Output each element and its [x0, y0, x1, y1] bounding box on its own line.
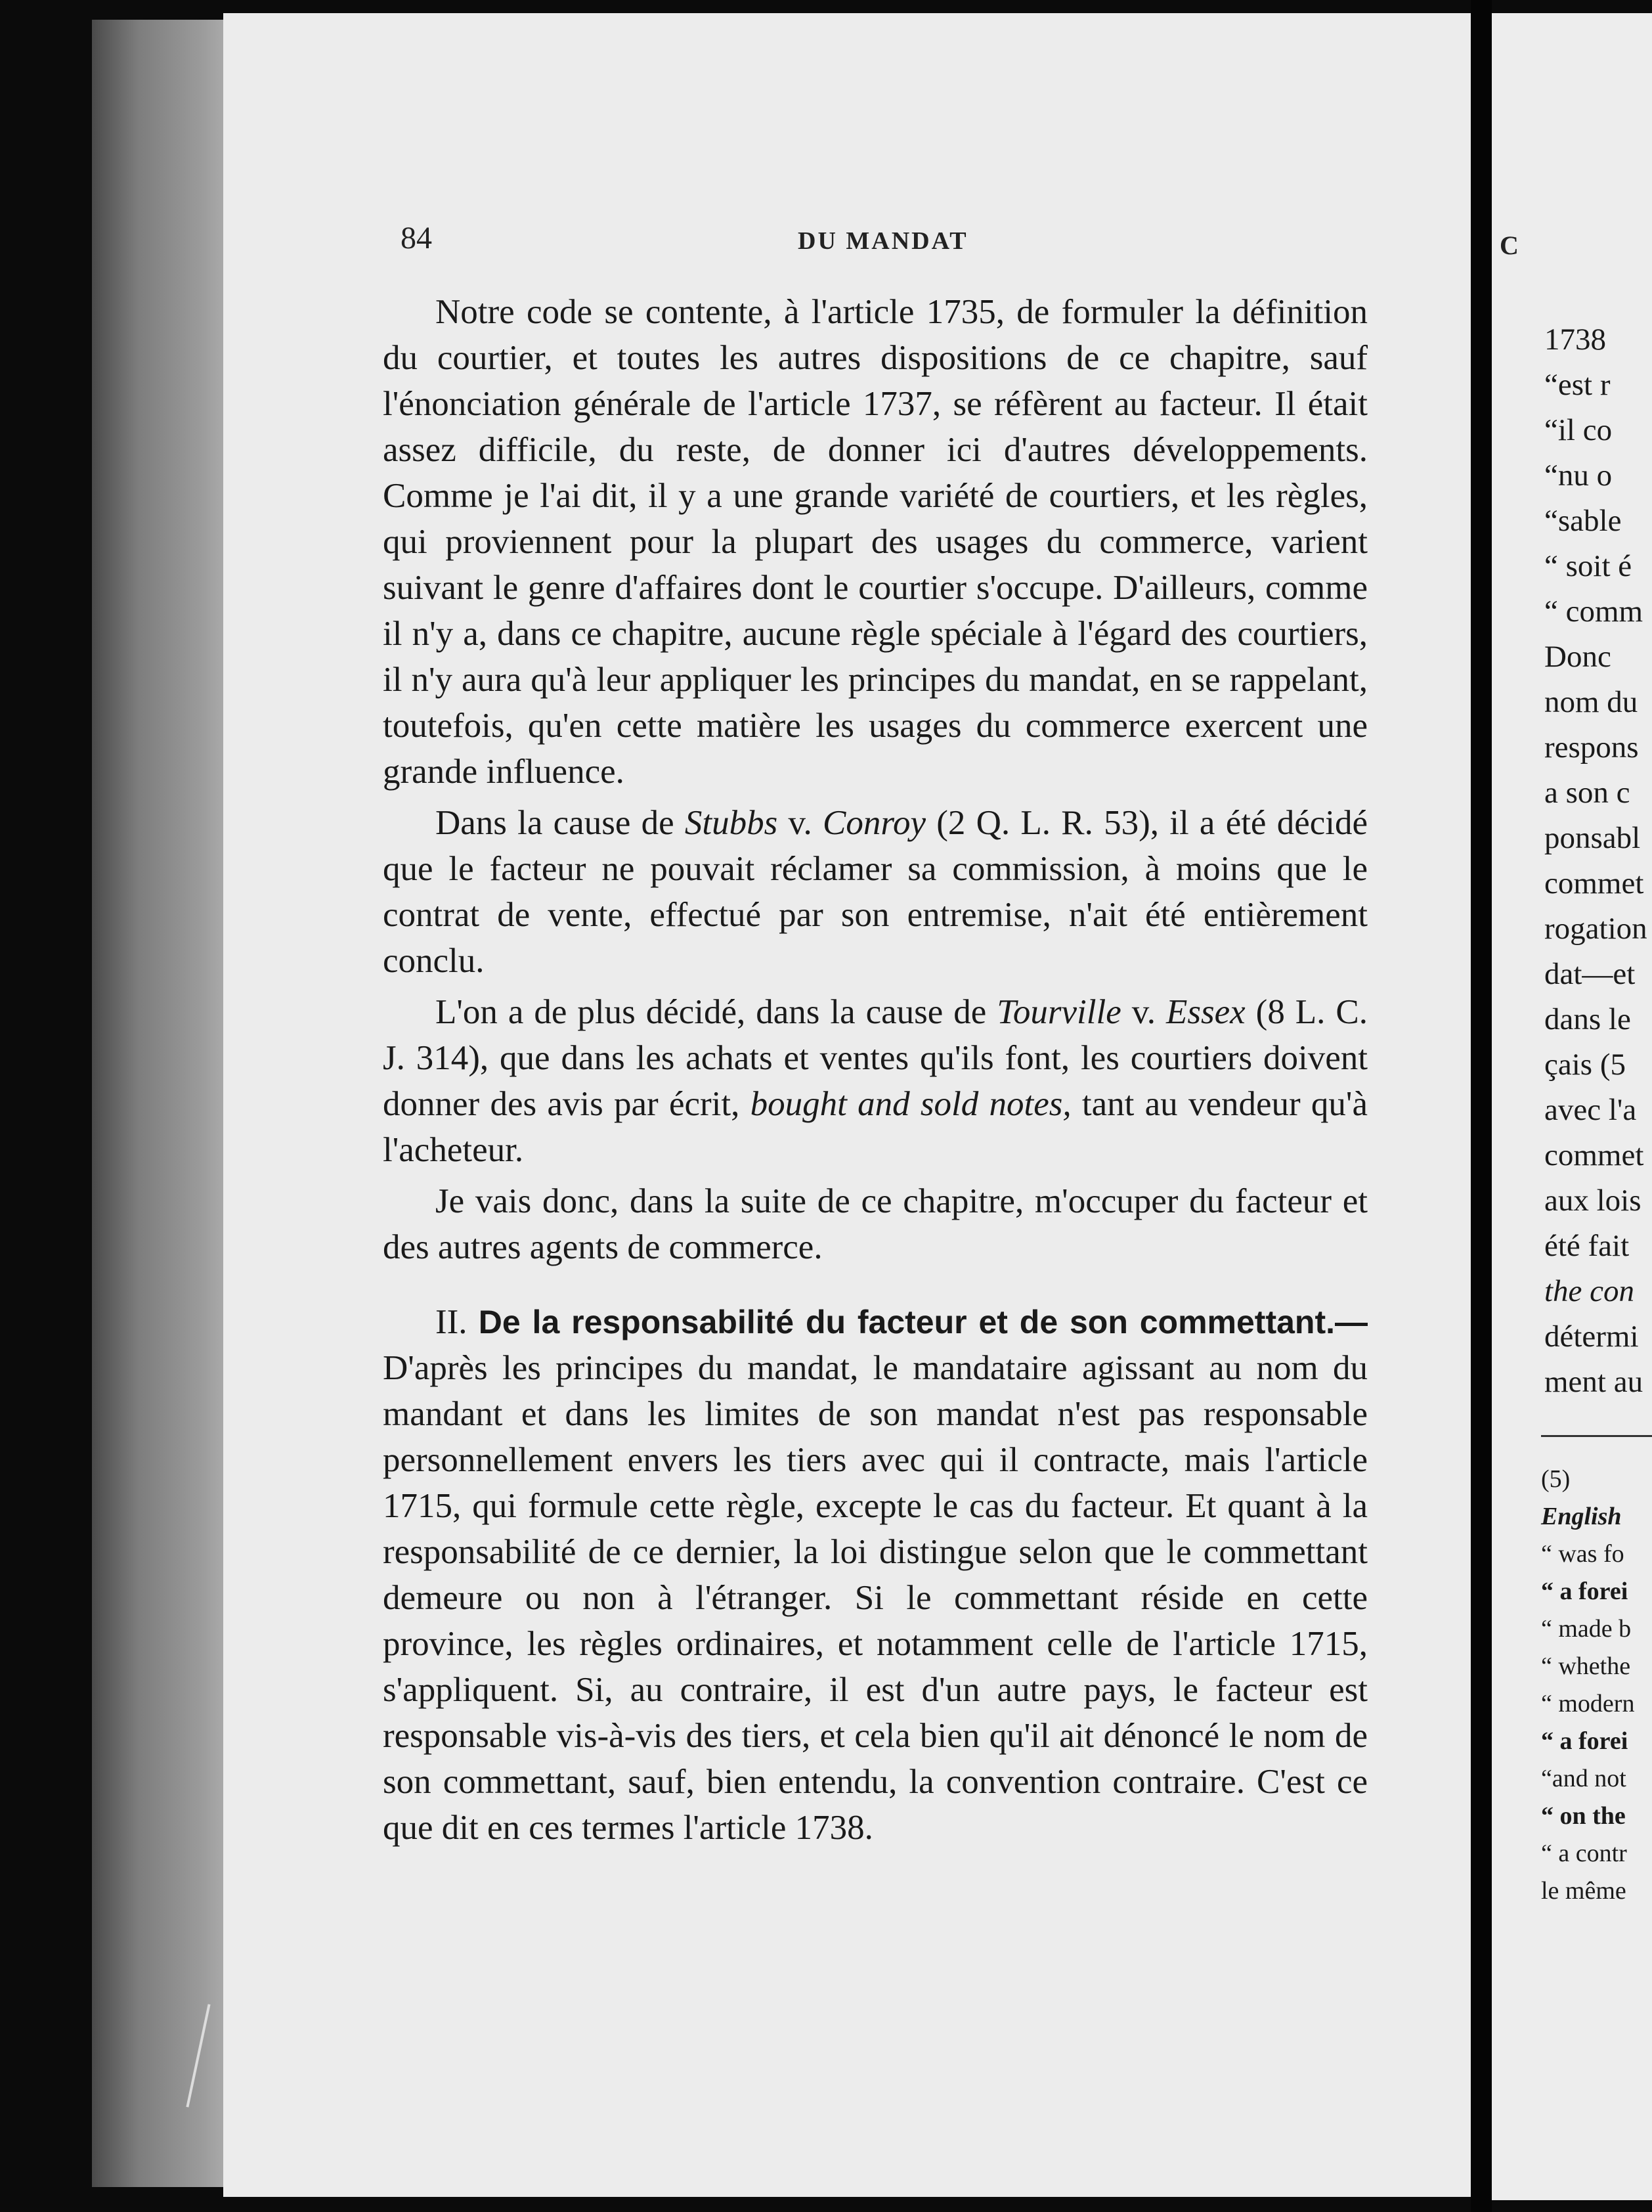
page-gutter: [1471, 0, 1492, 2212]
line-fragment: the con: [1544, 1274, 1635, 1308]
line-fragment: “il co: [1544, 413, 1613, 447]
text-span: (2 Q. L. R. 53), il a été décidé que le facteur ne pouvait réclamer sa commission, à moins que le contrat de vente, effectué par son entremise, n'ait été entièrement conclu.: [383, 804, 1368, 980]
line-fragment: avec l'a: [1544, 1093, 1637, 1127]
italic-term: bought and sold notes,: [750, 1085, 1072, 1123]
line-fragment: 1738: [1544, 322, 1606, 357]
case-name: Tourville: [997, 993, 1121, 1031]
text-span: v.: [1121, 993, 1167, 1031]
footnote-line: “ a contr: [1541, 1840, 1627, 1867]
footnote-line: le même: [1541, 1877, 1626, 1905]
line-fragment: dat—et: [1544, 957, 1636, 991]
line-fragment: “ soit é: [1544, 549, 1632, 583]
text-span: (8 L. C. J. 314), que dans les achats et ventes qu'ils font, les courtiers doivent donner des avis par écrit,: [383, 993, 1368, 1123]
footnote-line: “ a forei: [1541, 1578, 1628, 1605]
line-fragment: çais (5: [1544, 1048, 1626, 1082]
right-running-head: C: [1500, 231, 1519, 260]
footnote-line: “and not: [1541, 1765, 1626, 1792]
footnote-line: “ whethe: [1541, 1652, 1631, 1680]
line-fragment: détermi: [1544, 1319, 1639, 1354]
footnote-line: “ modern: [1541, 1690, 1635, 1717]
paragraph-2: [383, 800, 1368, 984]
line-fragment: commet: [1544, 866, 1644, 900]
line-fragment: “nu o: [1544, 458, 1613, 493]
footnote-line: English: [1541, 1503, 1622, 1530]
text-span: L'on a de plus décidé, dans la cause de: [435, 993, 997, 1031]
footnotes: [1541, 1465, 1652, 1914]
line-fragment: été fait: [1544, 1229, 1630, 1263]
line-fragment: “est r: [1544, 368, 1611, 402]
case-name: Stubbs: [684, 804, 778, 842]
text-span: v.: [777, 804, 823, 842]
line-fragment: Donc: [1544, 640, 1611, 674]
footnote-line: “ on the: [1541, 1802, 1626, 1830]
body-text: [383, 289, 1368, 1851]
line-fragment: ment au: [1544, 1365, 1643, 1399]
line-fragment: dans le: [1544, 1002, 1631, 1036]
page-number: 84: [401, 221, 432, 255]
line-fragment: a son c: [1544, 776, 1630, 810]
line-fragment: “ comm: [1544, 594, 1643, 629]
section-number: II.: [435, 1303, 467, 1341]
line-fragment: respons: [1544, 730, 1639, 764]
text-span: Dans la cause de: [435, 804, 685, 842]
text-span: tant au vendeur qu'à l'acheteur.: [383, 1085, 1368, 1169]
right-page-lines: [1544, 322, 1652, 1409]
footnote-rule: [1541, 1435, 1652, 1437]
line-fragment: “sable: [1544, 504, 1622, 538]
line-fragment: nom du: [1544, 685, 1638, 719]
line-fragment: commet: [1544, 1138, 1644, 1172]
paragraph-4: Je vais donc, dans la suite de ce chapitre, m'occuper du facteur et des autres agents de commerce.: [383, 1182, 1368, 1266]
running-head: DU MANDAT: [798, 227, 968, 255]
section-text: D'après les principes du mandat, le mandataire agissant au nom du mandant et dans les limites de son mandat n'est pas responsable personnellement envers les tiers avec qui il contracte, mais l'article 1715, qui formule cette règle, excepte le cas du facteur. Et quant à la responsabilité de ce dernier, la loi distingue selon que le commettant demeure ou non à l'étranger. Si le commettant réside en cette province, les règles ordinaires, et notamment celle de l'article 1715, s'appliquent. Si, au contraire, il est d'un autre pays, le facteur est responsable vis-à-vis des tiers, et cela bien qu'il ait dénoncé le nom de son commettant, sauf, bien entendu, la convention contraire. C'est ce que dit en ces termes l'article 1738.: [383, 1349, 1368, 1847]
section-paragraph: [383, 1299, 1368, 1851]
right-page: [1492, 13, 1652, 2200]
section-title: De la responsabilité du facteur et de son commettant.—: [478, 1304, 1368, 1340]
case-name: Essex: [1166, 993, 1246, 1031]
line-fragment: ponsabl: [1544, 821, 1641, 855]
paragraph-3: [383, 989, 1368, 1173]
page-header: [391, 220, 1376, 259]
footnote-line: “ a forei: [1541, 1727, 1628, 1755]
line-fragment: aux lois: [1544, 1183, 1641, 1218]
case-name: Conroy: [822, 804, 926, 842]
footnote-line: “ was fo: [1541, 1540, 1624, 1568]
footnote-line: “ made b: [1541, 1615, 1632, 1643]
line-fragment: rogation: [1544, 912, 1647, 946]
footnote-line: (5): [1541, 1465, 1571, 1493]
paragraph-1: Notre code se contente, à l'article 1735, de formuler la définition du courtier, et toutes les autres dispositions de ce chapitre, sauf l'énonciation générale de l'article 1737, se réfèrent au facteur. Il était assez difficile, du reste, de donner ici d'autres développements. Comme je l'ai dit, il y a une grande variété de courtiers, et les règles, qui proviennent pour la plupart des usages du commerce, varient suivant le genre d'affaires dont le courtier s'occupe. D'ailleurs, comme il n'y a, dans ce chapitre, aucune règle spéciale à l'égard des courtiers, il n'y aura qu'à leur appliquer les principes du mandat, en se rappelant, toutefois, qu'en cette matière les usages du commerce exercent une grande influence.: [383, 293, 1368, 791]
